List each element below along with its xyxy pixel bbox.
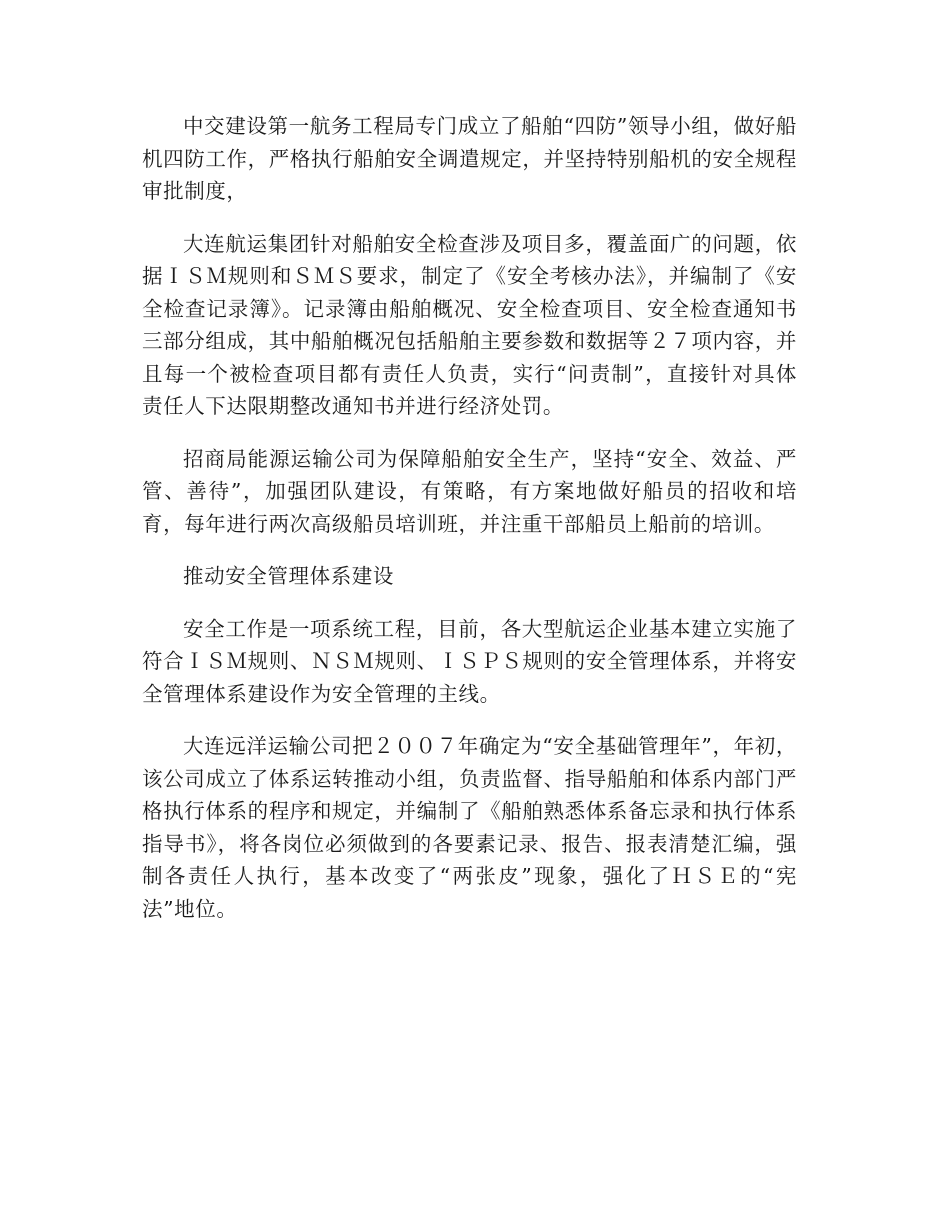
paragraph-china-merchants: 招商局能源运输公司为保障船舶安全生产，坚持“安全、效益、严管、善待”，加强团队建设，有策略，有方案地做好船员的招收和培育，每年进行两次高级船员培训班，并注重干部船员上船前的培训。	[142, 446, 797, 536]
paragraph-safety-system: 安全工作是一项系统工程，目前，各大型航运企业基本建立实施了符合ＩＳＭ规则、ＮＳＭ规则、ＩＳＰＳ规则的安全管理体系，并将安全管理体系建设作为安全管理的主线。	[142, 616, 797, 706]
paragraph-dalian-ocean: 大连远洋运输公司把２００７年确定为“安全基础管理年”，年初，该公司成立了体系运转推动小组，负责监督、指导船舶和体系内部门严格执行体系的程序和规定，并编制了《船舶熟悉体系备忘录和执行体系指导书》，将各岗位必须做到的各要素记录、报告、报表清楚汇编，强制各责任人执行，基本改变了“两张皮”现象，强化了ＨＳＥ的“宪法”地位。	[142, 734, 797, 921]
paragraph-ccccc-first-harbor: 中交建设第一航务工程局专门成立了船舶“四防”领导小组，做好船机四防工作，严格执行船舶安全调遣规定，并坚持特别船机的安全规程审批制度，	[142, 114, 797, 203]
document-body	[142, 110, 797, 945]
section-heading: 推动安全管理体系建设	[183, 564, 394, 588]
paragraph-dalian-shipping: 大连航运集团针对船舶安全检查涉及项目多，覆盖面广的问题，依据ＩＳＭ规则和ＳＭＳ要求，制定了《安全考核办法》，并编制了《安全检查记录簿》。记录簿由船舶概况、安全检查项目、安全检查通知书三部分组成，其中船舶概况包括船舶主要参数和数据等２７项内容，并且每一个被检查项目都有责任人负责，实行“问责制”，直接针对具体责任人下达限期整改通知书并进行经济处罚。	[142, 231, 797, 418]
